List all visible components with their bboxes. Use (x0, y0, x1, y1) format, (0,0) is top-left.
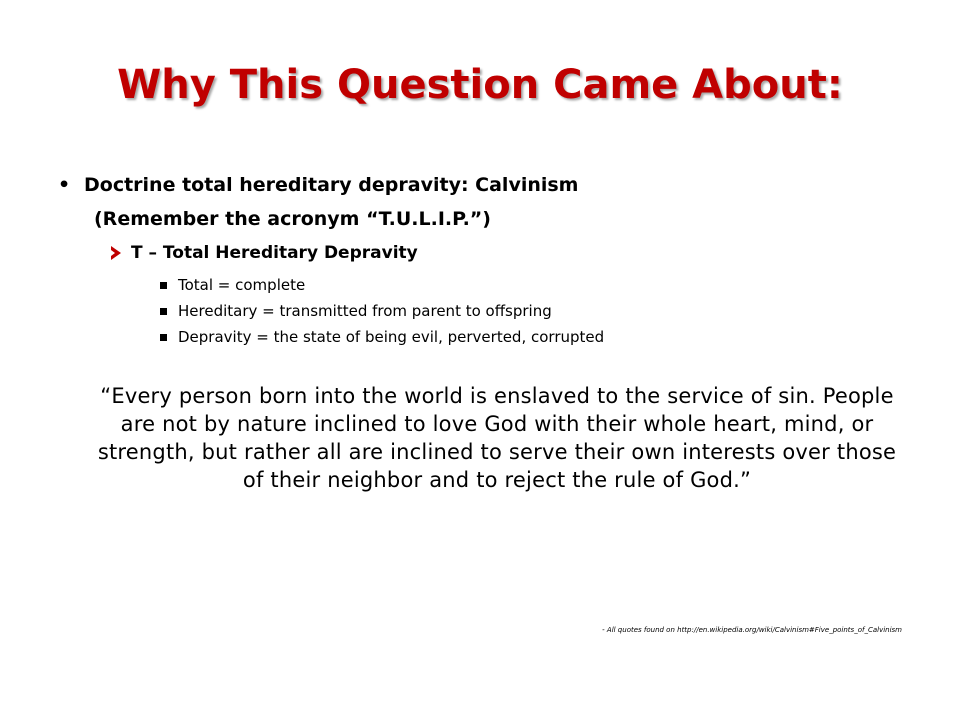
bullet-doctrine (58, 174, 578, 196)
list-item-text: Hereditary = transmitted from parent to offspring (178, 302, 552, 320)
bullet-dot-icon: • (58, 174, 71, 196)
list-item (160, 298, 604, 324)
slide-title: Why This Question Came About: (117, 62, 843, 108)
calvinism-quote: “Every person born into the world is enslaved to the service of sin. People are not by nature inclined to love God with their whole heart, mind, or strength, but rather all are inclined to serve their own interests over those of their neighbor and to reject the rule of God.” (97, 384, 897, 492)
bullet-tulip-t (111, 243, 418, 263)
list-item (160, 272, 604, 298)
bullet-doctrine-continuation: (Remember the acronym “T.U.L.I.P.”) (94, 208, 491, 230)
bullet-tulip-t-text: T – Total Hereditary Depravity (131, 243, 418, 263)
source-footnote: - All quotes found on http://en.wikipedia.org/wiki/Calvinism#Five_points_of_Calvinism (602, 626, 902, 634)
list-item-text: Depravity = the state of being evil, perverted, corrupted (178, 328, 605, 346)
arrow-bullet-icon (111, 246, 121, 260)
definition-list (160, 272, 604, 350)
bullet-doctrine-text: Doctrine total hereditary depravity: Calvinism (84, 174, 579, 196)
list-item-text: Total = complete (178, 276, 306, 294)
list-item (160, 324, 604, 350)
square-bullet-icon (160, 282, 167, 289)
square-bullet-icon (160, 308, 167, 315)
square-bullet-icon (160, 334, 167, 341)
